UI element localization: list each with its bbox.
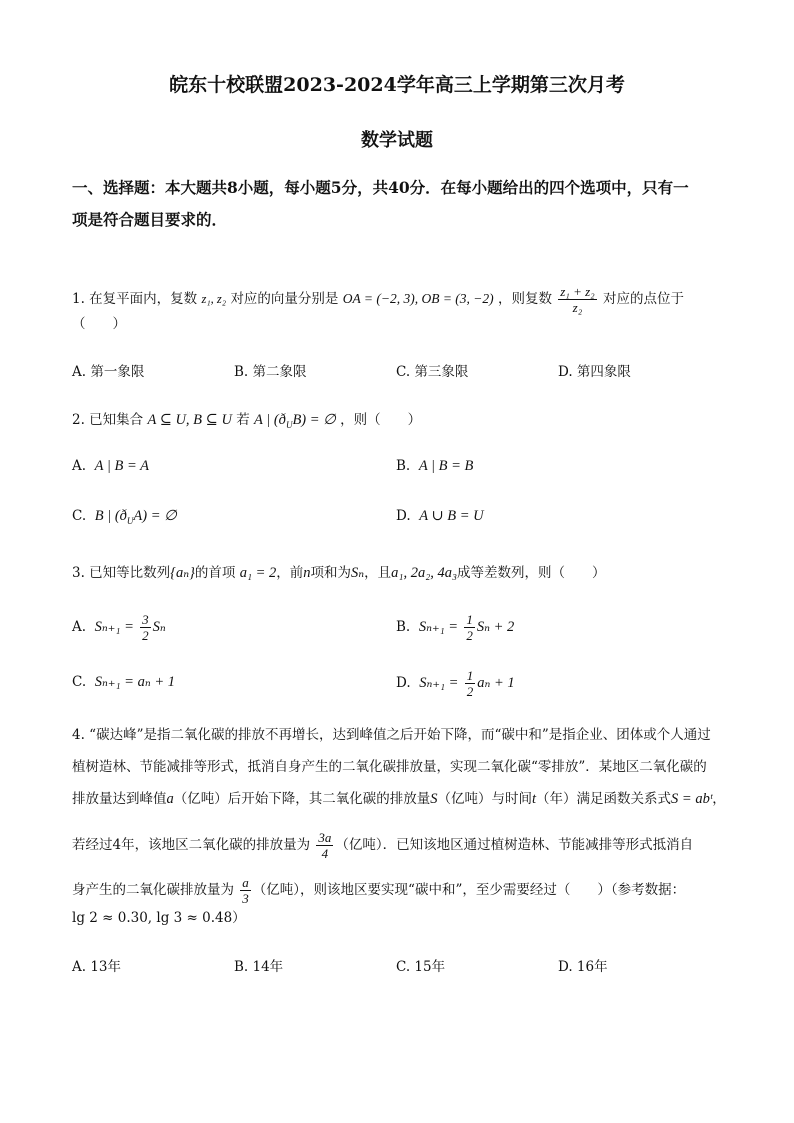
q2-text-2: 若 — [236, 412, 250, 428]
question-2-stem — [72, 410, 421, 435]
q1-text-1: 1. 在复平面内，复数 — [72, 291, 198, 307]
q1-option-d[interactable]: D. 第四象限 — [558, 364, 631, 380]
question-1-stem — [72, 284, 684, 315]
q1-option-c[interactable]: C. 第三象限 — [396, 364, 469, 380]
q3-option-a[interactable]: A. Sₙ₊₁ = $\frac{3}{2}$ Sₙ — [72, 612, 166, 643]
q1-frac-den: z₂ — [572, 300, 583, 315]
q4-line-3: 排放量达到峰值a（亿吨）后开始下降，其二氧化碳的排放量S（亿吨）与时间t（年）满足函数关系式S = abᵗ， — [72, 791, 726, 807]
q2-option-d[interactable]: D. A ∪ B = U — [396, 508, 484, 524]
q1-vectors: OA = (−2, 3), OB = (3, −2) — [342, 291, 494, 306]
q4-option-b[interactable]: B. 14年 — [234, 959, 284, 975]
q1-text-4: 对应的点位于 — [602, 291, 684, 307]
q4-option-d[interactable]: D. 16年 — [558, 959, 608, 975]
q2-expression: A | $(ð_UB)$ = ∅ — [254, 412, 336, 430]
q4-option-c[interactable]: C. 15年 — [396, 959, 446, 975]
q3-first-term: a₁ = 2 — [239, 565, 277, 581]
q4-line-1: 4. “碳达峰”是指二氧化碳的排放不再增长，达到峰值之后开始下降，而“碳中和”是指企业、团体或个人通过 — [72, 727, 711, 743]
q4-option-a[interactable]: A. 13年 — [72, 959, 122, 975]
page-subtitle: 数学试题 — [361, 130, 433, 151]
q1-text-2: 对应的向量分别是 — [230, 291, 339, 307]
q1-option-b[interactable]: B. 第二象限 — [234, 364, 307, 380]
q2-option-a[interactable]: A. A | B = A — [72, 458, 149, 474]
q2-option-c[interactable]: C. B | $(ð_UA)$ = ∅ — [72, 508, 177, 526]
q3-option-d[interactable]: D. Sₙ₊₁ = $\frac{1}{2}$ aₙ + 1 — [396, 668, 515, 699]
q4-reference-data: lg 2 ≈ 0.30, lg 3 ≈ 0.48） — [72, 910, 246, 926]
q1-fraction — [558, 284, 596, 315]
q1-text-3: ，则复数 — [497, 291, 552, 307]
q3-sequence: {aₙ} — [170, 565, 195, 581]
q2-condition: A ⊆ U, B ⊆ U — [147, 412, 232, 428]
q4-line-5: 身产生的二氧化碳排放量为 $\frac{a}{3}$ （亿吨），则该地区要实现“碳中和”，至少需要经过（ ）（参考数据： — [72, 875, 686, 906]
q2-text-3: ，则（ ） — [340, 412, 422, 428]
section-heading-line1: 一、选择题：本大题共8小题，每小题5分，共40分．在每小题给出的四个选项中，只有一 — [72, 178, 689, 197]
q2-option-b[interactable]: B. A | B = B — [396, 458, 474, 474]
q1-answer-paren: （ ） — [72, 316, 126, 332]
q1-option-a[interactable]: A. 第一象限 — [72, 364, 145, 380]
q3-terms: a₁, 2a₂, 4a₃ — [391, 565, 458, 581]
q1-frac-num: z₁ + z₂ — [560, 284, 595, 299]
q3-option-b[interactable]: B. Sₙ₊₁ = $\frac{1}{2}$ Sₙ + 2 — [396, 612, 515, 643]
page-title: 皖东十校联盟2023-2024学年高三上学期第三次月考 — [169, 74, 625, 96]
q3-option-c[interactable]: C. Sₙ₊₁ = aₙ + 1 — [72, 674, 176, 690]
q4-line-4: 若经过4年，该地区二氧化碳的排放量为 $\frac{3a}{4}$ （亿吨）．已知该地区通过植树造林、节能减排等形式抵消自 — [72, 830, 694, 861]
section-heading-line2: 项是符合题目要求的． — [72, 210, 228, 229]
question-3-stem: 3. 已知等比数列{aₙ}的首项 a₁ = 2，前n项和为Sₙ，且a₁, 2a₂, 4a₃成等差数列，则（ ） — [72, 565, 606, 581]
q1-z-vars: z₁, z₂ — [201, 292, 227, 306]
q2-text-1: 2. 已知集合 — [72, 412, 144, 428]
q4-line-2: 植树造林、节能减排等形式，抵消自身产生的二氧化碳排放量，实现二氧化碳“零排放”．某地区二氧化碳的 — [72, 759, 707, 775]
